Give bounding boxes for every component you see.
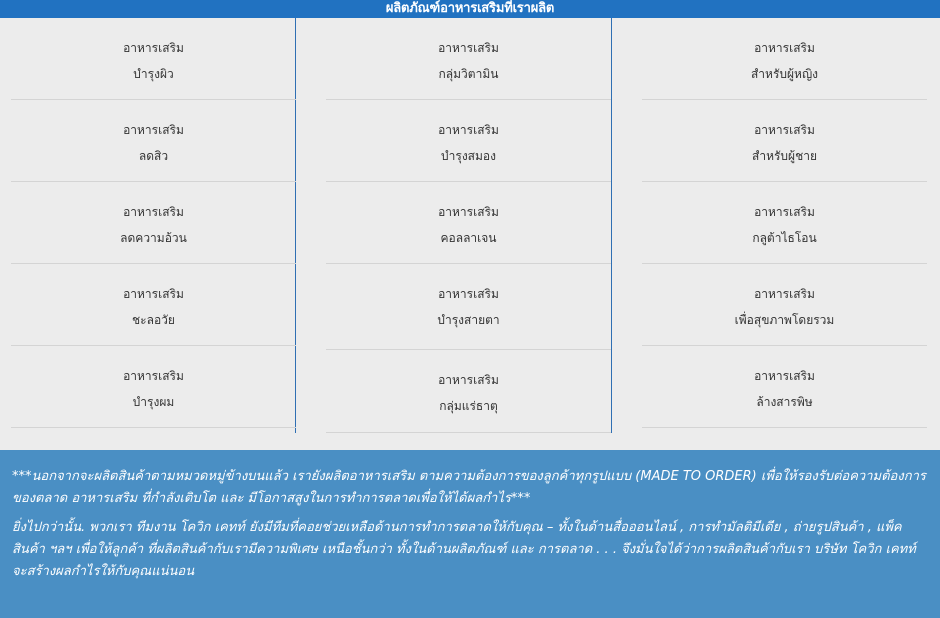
product-category: อาหารเสริม (123, 287, 184, 301)
product-category: อาหารเสริม (123, 41, 184, 55)
product-cell[interactable] (326, 264, 611, 350)
product-category: อาหารเสริม (754, 369, 815, 383)
product-cell[interactable] (642, 182, 927, 264)
product-category: อาหารเสริม (754, 123, 815, 137)
product-name: ชะลอวัย (132, 313, 175, 327)
product-cell[interactable] (642, 346, 927, 428)
product-cell[interactable] (642, 100, 927, 182)
product-cell[interactable] (326, 18, 611, 100)
product-name: กลูต้าไธโอน (752, 231, 817, 245)
product-category: อาหารเสริม (123, 123, 184, 137)
product-category: อาหารเสริม (438, 205, 499, 219)
section-title: ผลิตภัณฑ์อาหารเสริมที่เราผลิต (0, 0, 940, 18)
product-name: คอลลาเจน (440, 231, 497, 245)
product-name: ลดสิว (138, 149, 169, 163)
product-cell[interactable] (11, 264, 296, 346)
product-name: กลุ่มแร่ธาตุ (439, 399, 498, 413)
info-paragraph-marketing: ยิ่งไปกว่านั้น. พวกเรา ทีมงาน โควิก เคทท์ ยังมีทีมที่คอยช่วยเหลือด้านการทำการตลาดให้กับคุณ – ทั้งในด้านสื่อออนไลน์ , การทำมัลติมีเดีย , ถ่ายรูปสินค้า , แพ็คสินค้า ฯลฯ เพื่อให้ลูกค้า ที่ผลิตสินค้ากับเรามีความพิเศษ เหนือชั้นกว่า ทั้งในด้านผลิตภัณฑ์ และ การตลาด . . . จึงมั่นใจได้ว่าการผลิตสินค้ากับเรา บริษัท โควิก เคทท์ จะสร้างผลกำไรให้กับคุณแน่นอน (12, 520, 916, 579)
product-cell[interactable] (11, 18, 296, 100)
product-category: อาหารเสริม (438, 373, 499, 387)
info-panel (0, 450, 940, 618)
product-cell[interactable] (11, 100, 296, 182)
product-category: อาหารเสริม (438, 123, 499, 137)
product-name: ล้างสารพิษ (756, 395, 813, 409)
product-column-2 (296, 18, 612, 433)
product-category: อาหารเสริม (123, 369, 184, 383)
product-cell[interactable] (326, 350, 611, 433)
info-paragraph-made-to-order: ***นอกจากจะผลิตสินค้าตามหมวดหมู่ข้างบนแล้ว เรายังผลิตอาหารเสริม ตามความต้องการของลูกค้าทุกรูปแบบ (MADE TO ORDER) เพื่อให้รองรับต่อความต้องการของตลาด อาหารเสริม ที่กำลังเติบโต และ มีโอกาสสูงในการทำการตลาดเพื่อให้ได้ผลกำไร*** (12, 469, 926, 506)
product-category: อาหารเสริม (438, 41, 499, 55)
product-name: สำหรับผู้ชาย (752, 149, 817, 163)
product-cell[interactable] (11, 346, 296, 428)
product-category: อาหารเสริม (754, 287, 815, 301)
product-name: เพื่อสุขภาพโดยรวม (734, 313, 835, 327)
product-name: บำรุงผิว (133, 67, 174, 81)
product-name: บำรุงสมอง (441, 149, 496, 163)
product-name: บำรุงสายตา (437, 313, 500, 327)
product-category: อาหารเสริม (754, 205, 815, 219)
product-name: ลดความอ้วน (120, 231, 187, 245)
product-column-1 (11, 18, 296, 433)
product-column-3 (612, 18, 940, 433)
product-cell[interactable] (642, 264, 927, 346)
product-cell[interactable] (326, 100, 611, 182)
product-category: อาหารเสริม (438, 287, 499, 301)
product-name: บำรุงผม (132, 395, 175, 409)
product-name: กลุ่มวิตามิน (438, 67, 499, 81)
product-cell[interactable] (642, 18, 927, 100)
product-category: อาหารเสริม (754, 41, 815, 55)
product-grid (0, 18, 940, 450)
product-category: อาหารเสริม (123, 205, 184, 219)
product-cell[interactable] (11, 182, 296, 264)
product-name: สำหรับผู้หญิง (750, 67, 819, 81)
product-cell[interactable] (326, 182, 611, 264)
